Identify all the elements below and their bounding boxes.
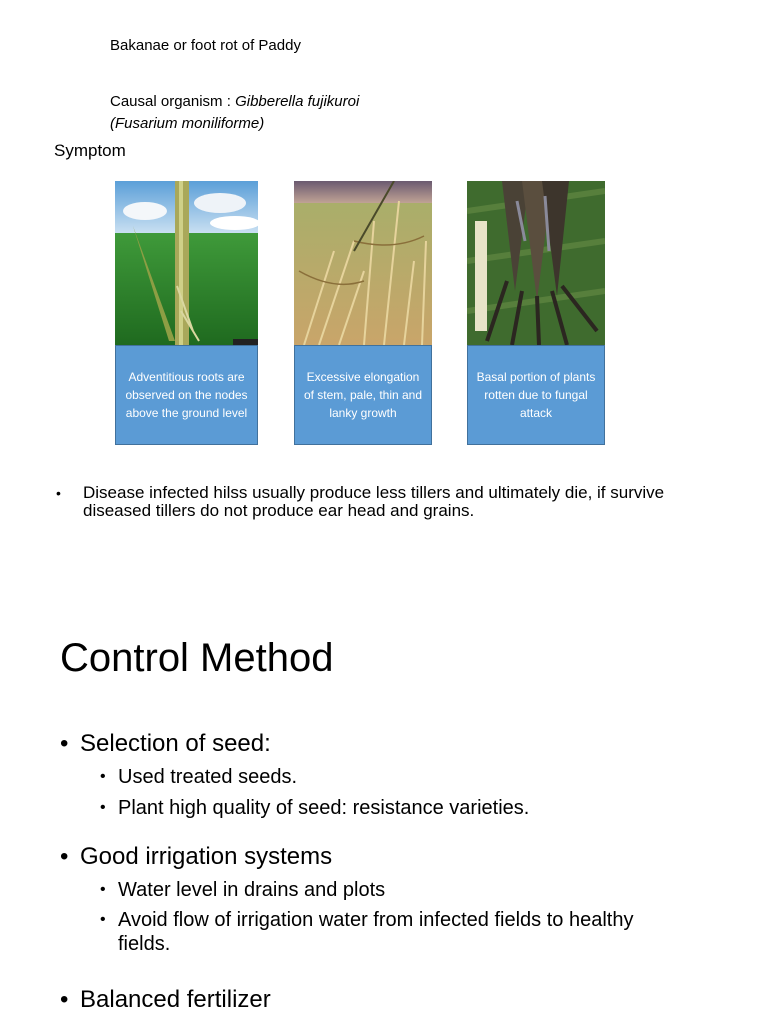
control-section-label: Good irrigation systems [80, 843, 333, 870]
elongated-plants-photo [294, 181, 432, 345]
control-item: • Water level in drains and plots [100, 878, 680, 902]
causal-organism [110, 91, 359, 135]
control-section-3: • Balanced fertilizer [60, 986, 271, 1013]
causal-name: Gibberella fujikuroi [235, 93, 360, 110]
control-item-text: Used treated seeds. [118, 766, 297, 788]
control-section-2: • Good irrigation systems [60, 843, 333, 870]
control-item-text: Plant high quality of seed: resistance varieties. [118, 797, 530, 819]
control-item-text: Avoid flow of irrigation water from infected fields to healthy fields. [118, 909, 634, 955]
control-method-title: Control Method [60, 636, 334, 680]
symptom-note-text: Disease infected hilss usually produce less tillers and ultimately die, if survive diseased tillers do not produce ear head and grains. [83, 483, 665, 520]
control-section-label: Balanced fertilizer [80, 986, 271, 1013]
causal-alt-name: Fusarium moniliforme [115, 115, 260, 132]
slide-title: Bakanae or foot rot of Paddy [110, 37, 301, 54]
control-section-1: • Selection of seed: [60, 730, 271, 757]
control-item: • Avoid flow of irrigation water from infected fields to healthy fields. [100, 908, 680, 956]
causal-label: Causal organism : [110, 93, 236, 110]
causal-alt-close: ) [259, 115, 265, 132]
bullet-dot: • [56, 485, 61, 501]
symptom-card-2 [294, 181, 432, 445]
control-item: • Used treated seeds. [100, 765, 680, 789]
symptom-note [56, 484, 676, 520]
rotten-base-photo [467, 181, 605, 345]
symptom-caption-2: Excessive elongation of stem, pale, thin and lanky growth [294, 345, 432, 445]
symptom-caption-1: Adventitious roots are observed on the nodes above the ground level [115, 345, 258, 445]
control-item: • Plant high quality of seed: resistance varieties. [100, 796, 680, 820]
symptom-caption-3: Basal portion of plants rotten due to fungal attack [467, 345, 605, 445]
rice-stem-photo [115, 181, 258, 345]
symptom-card-1 [115, 181, 258, 445]
control-section-label: Selection of seed: [80, 730, 271, 757]
symptom-card-3 [467, 181, 605, 445]
causal-alt-open: ( [110, 115, 115, 132]
symptom-heading: Symptom [54, 141, 126, 160]
control-item-text: Water level in drains and plots [118, 879, 386, 901]
